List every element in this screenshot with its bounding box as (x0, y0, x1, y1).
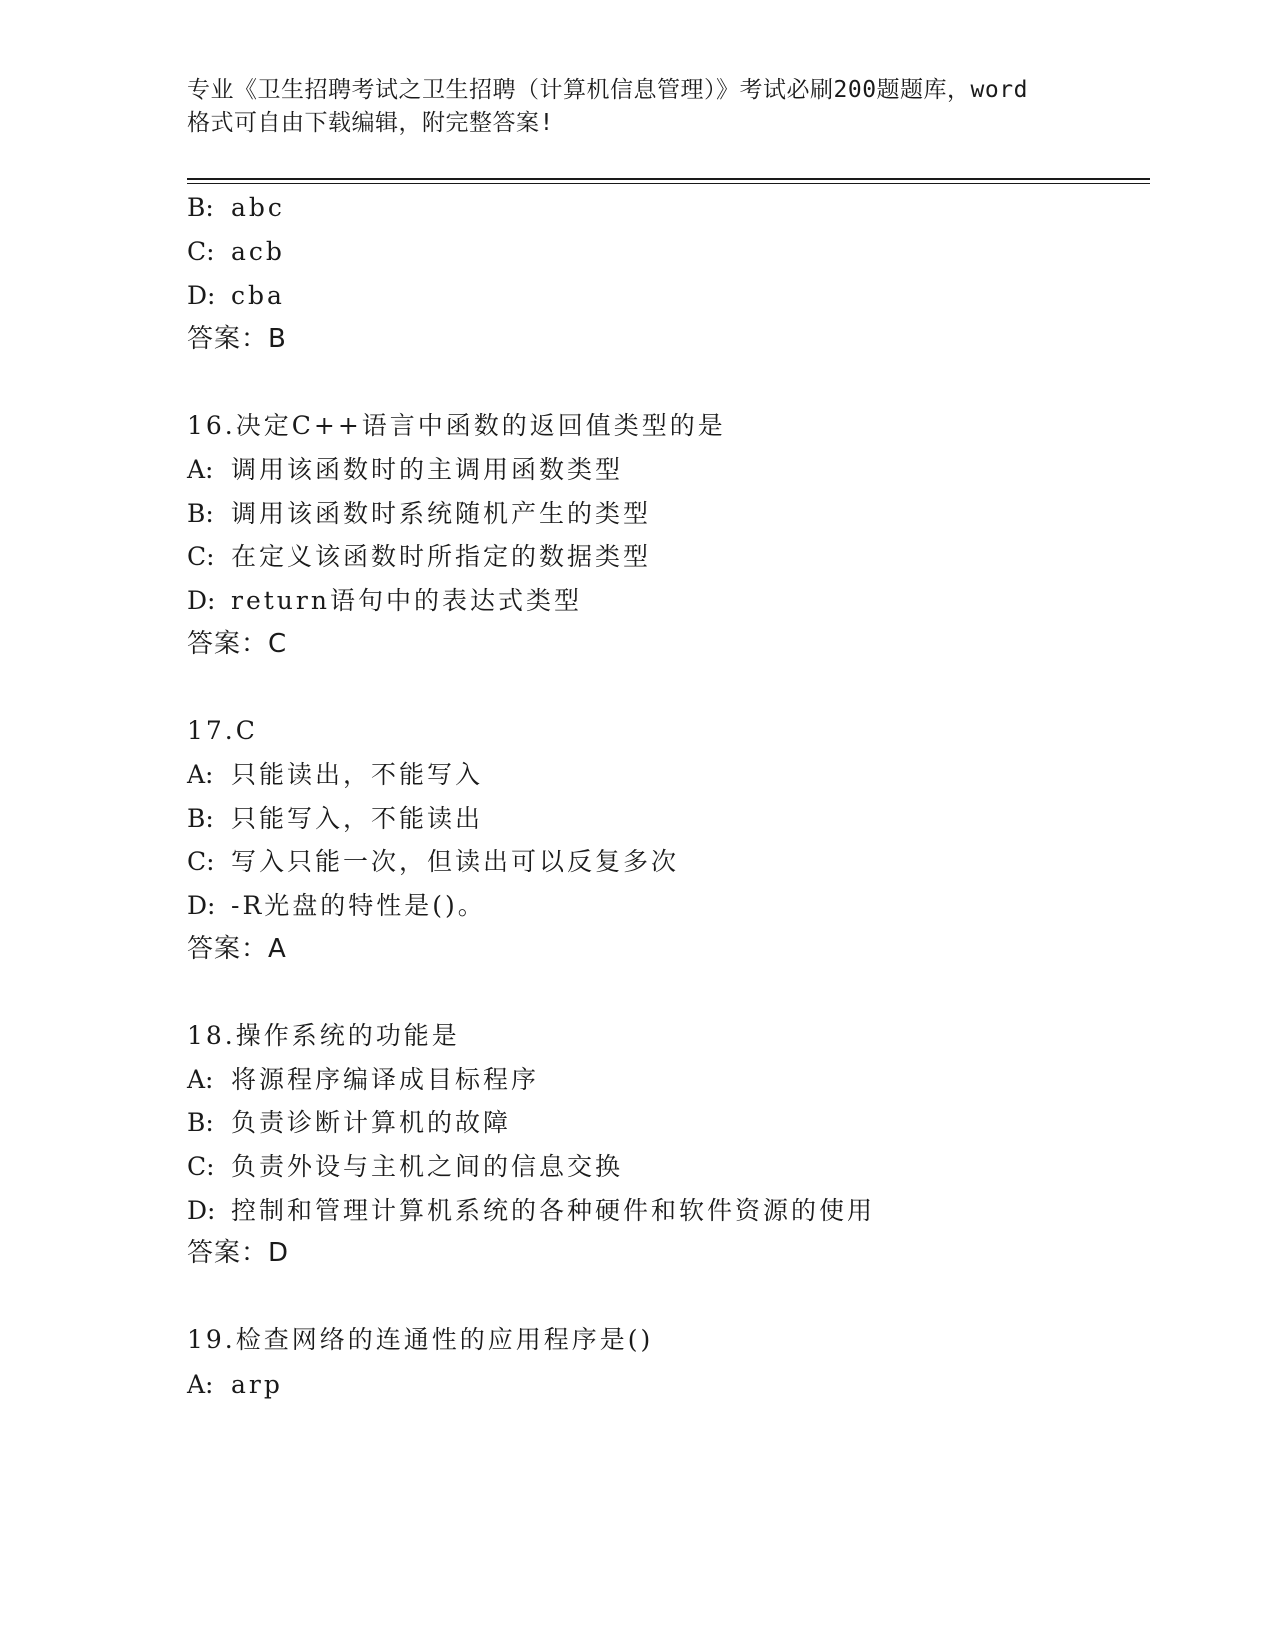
option-key: C: (187, 1152, 215, 1181)
option-text: 在定义该函数时所指定的数据类型 (231, 542, 652, 571)
q16-option-a (187, 454, 623, 486)
q15-answer: 答案：B (187, 324, 287, 354)
option-text: return语句中的表达式类型 (231, 586, 582, 615)
option-text: -R光盘的特性是()。 (231, 891, 486, 920)
option-text: cba (231, 281, 285, 310)
q18-option-a (187, 1064, 539, 1096)
header-line-2: 格式可自由下载编辑，附完整答案! (187, 110, 554, 136)
q16-answer: 答案：C (187, 629, 288, 659)
option-key: C: (187, 847, 215, 876)
option-key: D: (187, 891, 216, 920)
option-text: 写入只能一次，但读出可以反复多次 (231, 847, 680, 876)
option-text: 负责外设与主机之间的信息交换 (231, 1152, 624, 1181)
q16-stem: 16.决定C++语言中函数的返回值类型的是 (187, 411, 726, 440)
option-key: D: (187, 281, 216, 310)
option-key: C: (187, 237, 215, 266)
q18-answer: 答案：D (187, 1238, 290, 1268)
option-key: B: (187, 193, 214, 222)
option-text: abc (231, 193, 285, 222)
option-key: B: (187, 499, 214, 528)
q17-option-a (187, 759, 483, 791)
header-line-1: 专业《卫生招聘考试之卫生招聘（计算机信息管理）》考试必刷200题题库，word (187, 77, 1028, 103)
q19-option-a (187, 1369, 283, 1401)
option-key: B: (187, 1108, 214, 1137)
option-text: 调用该函数时系统随机产生的类型 (231, 499, 652, 528)
q19-stem: 19.检查网络的连通性的应用程序是() (187, 1325, 654, 1354)
q15-option-b (187, 192, 285, 224)
q18-option-b (187, 1107, 511, 1139)
q16-option-b (187, 498, 651, 530)
q16-option-d (187, 585, 582, 617)
option-key: A: (187, 1065, 214, 1094)
q17-option-c (187, 846, 679, 878)
q18-stem: 18.操作系统的功能是 (187, 1021, 460, 1050)
option-text: arp (231, 1370, 283, 1399)
option-text: 将源程序编译成目标程序 (231, 1065, 540, 1094)
q18-option-c (187, 1151, 623, 1183)
header-divider-thin (187, 183, 1150, 184)
q16-option-c (187, 541, 651, 573)
option-text: acb (231, 237, 285, 266)
option-key: A: (187, 1370, 214, 1399)
option-key: B: (187, 804, 214, 833)
option-text: 控制和管理计算机系统的各种硬件和软件资源的使用 (231, 1196, 876, 1225)
q15-option-c (187, 236, 285, 268)
q17-answer: 答案：A (187, 934, 287, 964)
document-header (187, 74, 1087, 140)
option-key: C: (187, 542, 215, 571)
option-text: 负责诊断计算机的故障 (231, 1108, 512, 1137)
header-divider-thick (187, 178, 1150, 180)
option-key: D: (187, 1196, 216, 1225)
option-text: 调用该函数时的主调用函数类型 (231, 455, 624, 484)
option-key: A: (187, 760, 214, 789)
q17-option-d (187, 890, 486, 922)
q15-option-d (187, 280, 285, 312)
q18-option-d (187, 1195, 875, 1227)
option-key: A: (187, 455, 214, 484)
q17-stem: 17.C (187, 716, 258, 745)
q17-option-b (187, 803, 483, 835)
option-text: 只能读出，不能写入 (231, 760, 484, 789)
option-key: D: (187, 586, 216, 615)
option-text: 只能写入，不能读出 (231, 804, 484, 833)
